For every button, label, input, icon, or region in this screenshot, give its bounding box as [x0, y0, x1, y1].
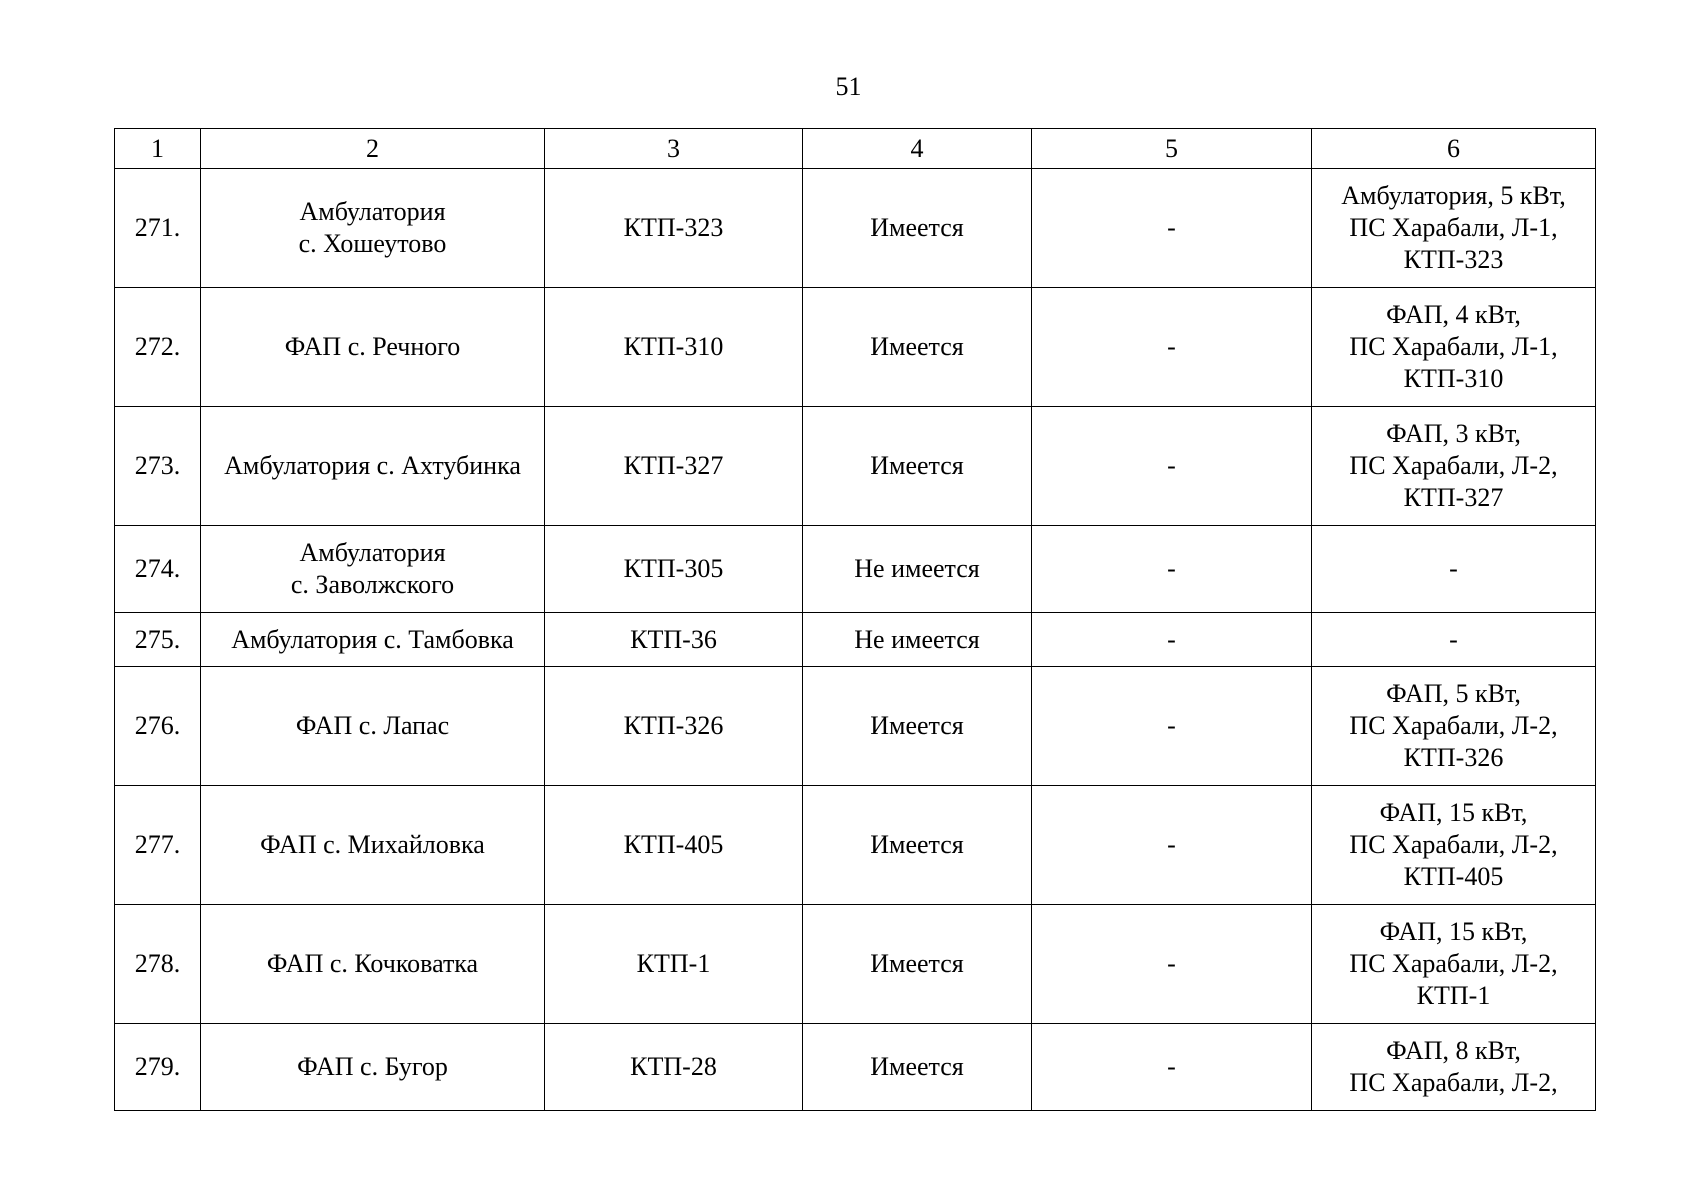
- connection-details: ФАП, 15 кВт, ПС Харабали, Л-2, КТП-1: [1312, 905, 1596, 1024]
- column-5-value: -: [1032, 407, 1312, 526]
- row-number: 271.: [115, 169, 201, 288]
- availability-status: Имеется: [803, 288, 1032, 407]
- substation: КТП-1: [545, 905, 803, 1024]
- availability-status: Имеется: [803, 667, 1032, 786]
- data-table: [114, 128, 1596, 1111]
- row-number: 272.: [115, 288, 201, 407]
- availability-status: Имеется: [803, 1024, 1032, 1111]
- facility-name: ФАП с. Бугор: [201, 1024, 545, 1111]
- facility-name: ФАП с. Кочковатка: [201, 905, 545, 1024]
- column-header: 2: [201, 129, 545, 169]
- table-row: [115, 786, 1596, 905]
- availability-status: Имеется: [803, 905, 1032, 1024]
- table-row: [115, 407, 1596, 526]
- connection-details: ФАП, 8 кВт, ПС Харабали, Л-2,: [1312, 1024, 1596, 1111]
- column-5-value: -: [1032, 905, 1312, 1024]
- column-header: 1: [115, 129, 201, 169]
- connection-details: Амбулатория, 5 кВт, ПС Харабали, Л-1, КТП-323: [1312, 169, 1596, 288]
- column-5-value: -: [1032, 667, 1312, 786]
- column-header: 3: [545, 129, 803, 169]
- substation: КТП-327: [545, 407, 803, 526]
- table-row: [115, 613, 1596, 667]
- table-row: [115, 526, 1596, 613]
- substation: КТП-326: [545, 667, 803, 786]
- page-number: 51: [835, 72, 862, 101]
- column-5-value: -: [1032, 613, 1312, 667]
- substation: КТП-310: [545, 288, 803, 407]
- column-5-value: -: [1032, 786, 1312, 905]
- facility-name: Амбулатория с. Хошеутово: [201, 169, 545, 288]
- column-header: 5: [1032, 129, 1312, 169]
- table-header-row: [115, 129, 1596, 169]
- table-row: [115, 288, 1596, 407]
- connection-details: -: [1312, 526, 1596, 613]
- substation: КТП-305: [545, 526, 803, 613]
- row-number: 274.: [115, 526, 201, 613]
- table-row: [115, 169, 1596, 288]
- connection-details: ФАП, 15 кВт, ПС Харабали, Л-2, КТП-405: [1312, 786, 1596, 905]
- substation: КТП-323: [545, 169, 803, 288]
- row-number: 279.: [115, 1024, 201, 1111]
- column-header: 6: [1312, 129, 1596, 169]
- facility-name: ФАП с. Михайловка: [201, 786, 545, 905]
- row-number: 275.: [115, 613, 201, 667]
- column-header: 4: [803, 129, 1032, 169]
- availability-status: Имеется: [803, 786, 1032, 905]
- table-row: [115, 667, 1596, 786]
- row-number: 276.: [115, 667, 201, 786]
- row-number: 273.: [115, 407, 201, 526]
- substation: КТП-36: [545, 613, 803, 667]
- facility-name: Амбулатория с. Ахтубинка: [201, 407, 545, 526]
- row-number: 278.: [115, 905, 201, 1024]
- connection-details: ФАП, 4 кВт, ПС Харабали, Л-1, КТП-310: [1312, 288, 1596, 407]
- column-5-value: -: [1032, 288, 1312, 407]
- table-row: [115, 905, 1596, 1024]
- table-row: [115, 1024, 1596, 1111]
- availability-status: Не имеется: [803, 526, 1032, 613]
- substation: КТП-28: [545, 1024, 803, 1111]
- facility-name: ФАП с. Речного: [201, 288, 545, 407]
- facility-name: Амбулатория с. Тамбовка: [201, 613, 545, 667]
- availability-status: Не имеется: [803, 613, 1032, 667]
- facility-name: Амбулатория с. Заволжского: [201, 526, 545, 613]
- column-5-value: -: [1032, 169, 1312, 288]
- substation: КТП-405: [545, 786, 803, 905]
- availability-status: Имеется: [803, 169, 1032, 288]
- connection-details: -: [1312, 613, 1596, 667]
- column-5-value: -: [1032, 1024, 1312, 1111]
- row-number: 277.: [115, 786, 201, 905]
- column-5-value: -: [1032, 526, 1312, 613]
- facility-name: ФАП с. Лапас: [201, 667, 545, 786]
- connection-details: ФАП, 5 кВт, ПС Харабали, Л-2, КТП-326: [1312, 667, 1596, 786]
- connection-details: ФАП, 3 кВт, ПС Харабали, Л-2, КТП-327: [1312, 407, 1596, 526]
- availability-status: Имеется: [803, 407, 1032, 526]
